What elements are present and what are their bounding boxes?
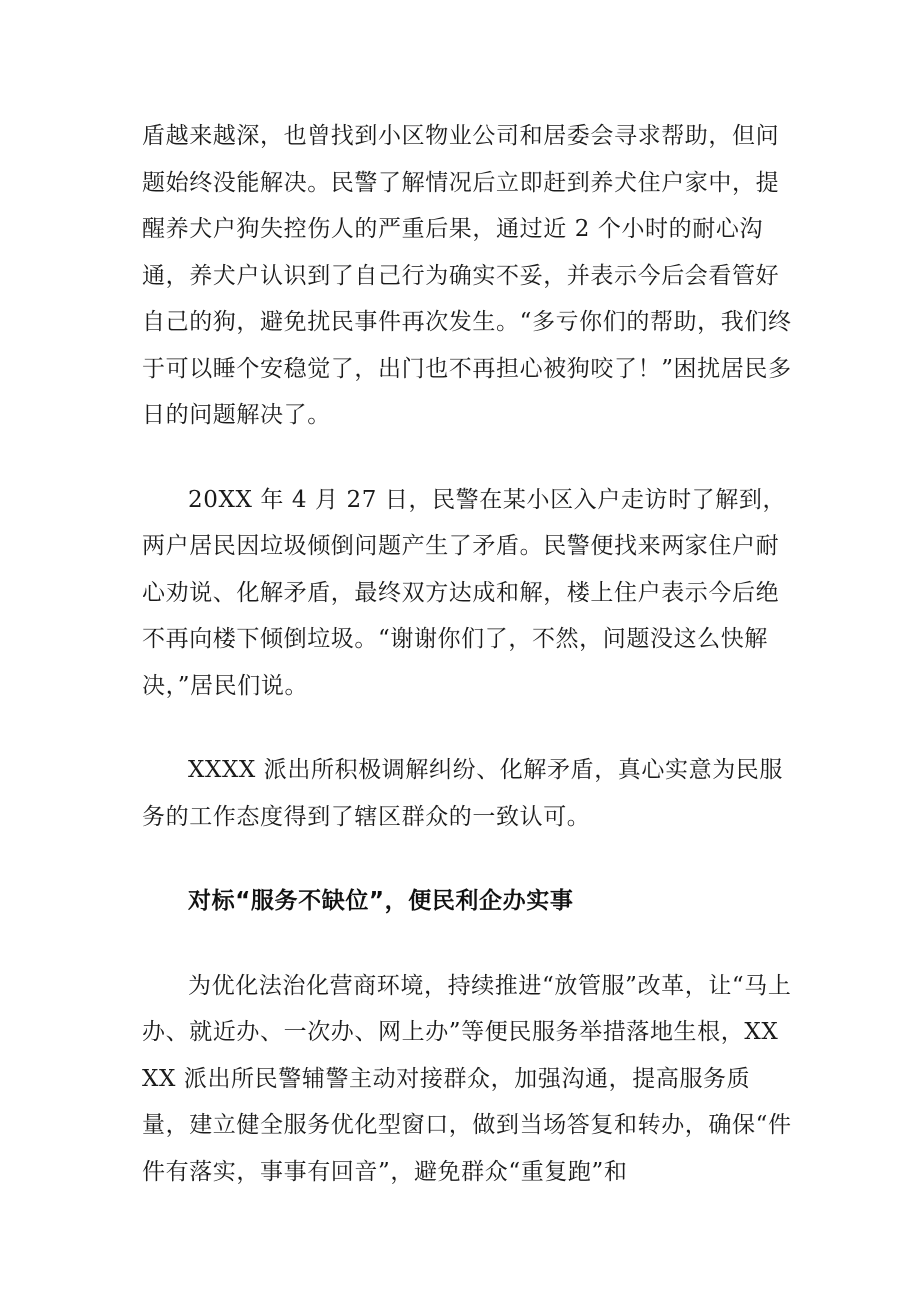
paragraph-continued: 盾越来越深，也曾找到小区物业公司和居委会寻求帮助，但问题始终没能解决。民警了解情况后立即赶到养犬住户家中，提醒养犬户狗失控伤人的严重后果，通过近 2 个小时的耐心沟通，养犬户认识到了自己行为确实不妥，并表示今后会看管好自己的狗，避免扰民事件再次发生。“多亏你们的帮助，我们终于可以睡个安稳觉了，出门也不再担心被狗咬了！”困扰居民多日的问题解决了。 (142, 123, 792, 428)
paragraph-summary: XXXX 派出所积极调解纠纷、化解矛盾，真心实意为民服务的工作态度得到了辖区群众的一致认可。 (142, 757, 784, 830)
document-body (142, 113, 792, 1195)
section-heading: 对标“服务不缺位”，便民利企办实事 (188, 888, 574, 914)
paragraph-service: 为优化法治化营商环境，持续推进“放管服”改革，让“马上办、就近办、一次办、网上办”等便民服务举措落地生根，XXXX 派出所民警辅警主动对接群众，加强沟通，提高服务质量，建立健全服务优化型窗口，做到当场答复和转办，确保“件件有落实，事事有回音”，避免群众“重复跑”和 (142, 972, 792, 1185)
paragraph-dispute-case: 20XX 年 4 月 27 日，民警在某小区入户走访时了解到，两户居民因垃圾倾倒问题产生了矛盾。民警便找来两家住户耐心劝说、化解矛盾，最终双方达成和解，楼上住户表示今后绝不再向楼下倾倒垃圾。“谢谢你们了，不然，问题没这么快解决，”居民们说。 (142, 486, 787, 699)
